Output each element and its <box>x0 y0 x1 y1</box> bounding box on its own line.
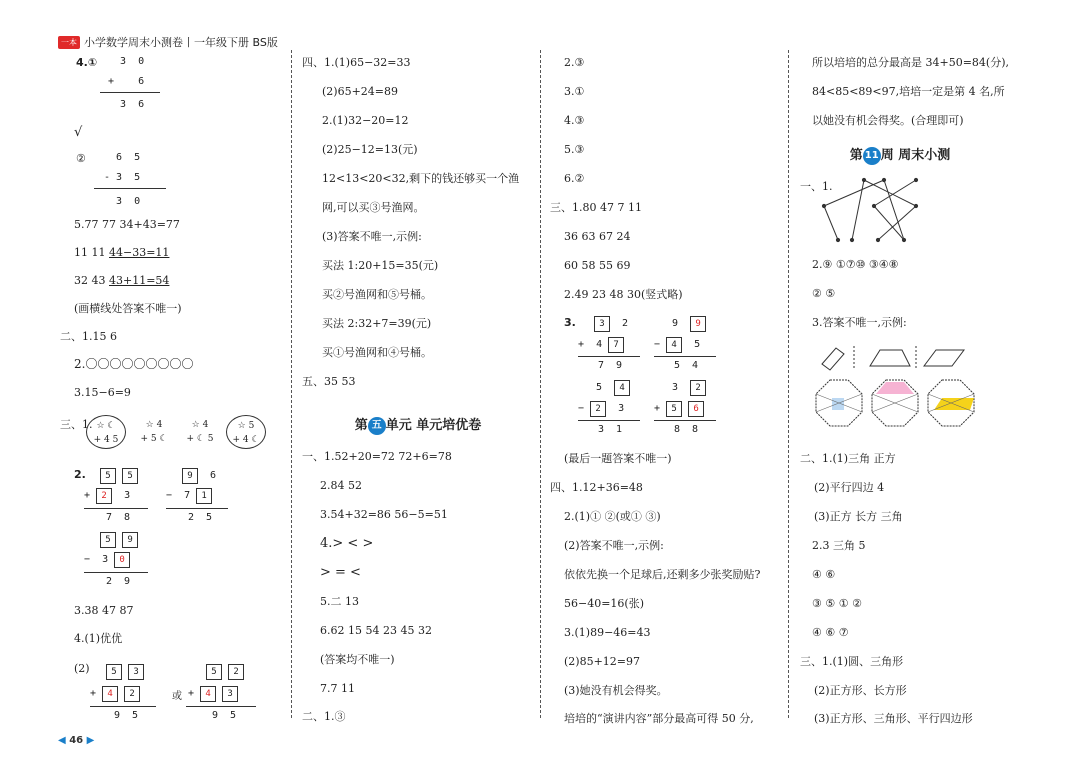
answer-line: 买②号渔网和⑤号桶。 <box>322 288 432 301</box>
page-footer <box>58 735 94 746</box>
symbol-card: ☆ 4 + 5 ☾ <box>140 420 168 444</box>
answer-line: 二、1.(1)三角 正方 <box>800 452 896 465</box>
answer-line: 三、1. <box>60 418 93 431</box>
unit-number-badge: 五 <box>368 417 386 435</box>
answer-line: ④ ⑥ <box>812 568 836 581</box>
answer-line: 四、1.12+36=48 <box>550 481 643 494</box>
answer-line: 6.62 15 54 23 45 32 <box>320 624 432 637</box>
answer-line: (2)正方形、长方形 <box>814 684 907 697</box>
answer-line: 三、1.(1)圆、三角形 <box>800 655 904 668</box>
answer-line: 买法 1:20+15=35(元) <box>322 259 439 272</box>
answer-line: 三、1.80 47 7 11 <box>550 201 642 214</box>
answer-line: 以她没有机会得奖。(合理即可) <box>812 114 964 127</box>
unit-title: 第 五 单元 单元培优卷 <box>354 418 482 433</box>
answer-line: 32 43 43+11=54 <box>74 274 170 287</box>
answer-line: 2.(1)① ②(或① ③) <box>564 510 661 523</box>
box-calc: 3 2 + 4 7 7 9 <box>578 316 644 376</box>
page-number: 46 <box>69 735 84 746</box>
answer-line: 2.⑨ ①⑦⑩ ③④⑧ <box>812 258 899 271</box>
answer-line: ② <box>76 152 86 165</box>
box-calc: 5 2 + 4 3 9 5 <box>186 664 266 724</box>
or-label: 或 <box>172 691 182 702</box>
answer-line: 四、1.(1)65−32=33 <box>302 56 411 69</box>
answer-line: 4.> < > <box>320 536 374 551</box>
answer-line: 4.(1)优优 <box>74 632 123 645</box>
answer-line: 培培的“演讲内容”部分最高可得 50 分, <box>564 712 754 725</box>
answer-line: (3)她没有机会得奖。 <box>564 684 668 697</box>
answer-line: 买法 2:32+7=39(元) <box>322 317 432 330</box>
vertical-calc: 3 0 + 6 3 6 <box>100 56 170 116</box>
header-title: 小学数学周末小测卷丨一年级下册 BS版 <box>84 36 278 49</box>
answer-line: 依依先换一个足球后,还剩多少张奖励贴? <box>564 568 761 581</box>
answer-line: (2)85+12=97 <box>564 655 641 668</box>
answer-line: 2.〇〇〇〇〇〇〇〇〇 <box>74 357 194 371</box>
answer-line: 36 63 67 24 <box>564 230 631 243</box>
answer-line: 11 11 44−33=11 <box>74 246 170 259</box>
answer-line: (2)平行四边 4 <box>814 481 885 494</box>
symbol-card: ☆ ☾ + 4 5 <box>86 415 126 449</box>
matching-lines-diagram <box>816 176 926 246</box>
answer-line: (3)正方 长方 三角 <box>814 510 903 523</box>
answer-line: ③ ⑤ ① ② <box>812 597 862 610</box>
answer-line: ④ ⑥ ⑦ <box>812 626 849 639</box>
answer-line: 84<85<89<97,培培一定是第 4 名,所 <box>812 85 1005 98</box>
box-calc: 5 3 + 4 2 9 5 <box>90 664 164 724</box>
answer-line: 5.③ <box>564 143 585 156</box>
answer-note: (答案均不唯一) <box>320 653 395 666</box>
column-divider <box>291 50 292 718</box>
answer-line: (2) <box>74 662 90 675</box>
answer-line: 买①号渔网和④号桶。 <box>322 346 432 359</box>
answer-line: 5.二 13 <box>320 595 359 608</box>
answer-line: (3)答案不唯一,示例: <box>322 230 422 243</box>
answer-line: 2.3 三角 5 <box>812 539 866 552</box>
answer-line: 3.(1)89−46=43 <box>564 626 651 639</box>
answer-line: (2)65+24=89 <box>322 85 399 98</box>
answer-note: (画横线处答案不唯一) <box>74 302 182 315</box>
answer-line: 5.77 77 34+43=77 <box>74 218 180 231</box>
answer-line: 2.③ <box>564 56 585 69</box>
answer-line: 二、1.③ <box>302 710 346 723</box>
shapes-diagram <box>814 338 984 428</box>
check-mark: √ <box>74 125 83 140</box>
answer-line: 3.答案不唯一,示例: <box>812 316 907 329</box>
prev-arrow-icon: ◀ <box>58 735 66 746</box>
answer-line: (2)25−12=13(元) <box>322 143 418 156</box>
answer-line: 60 58 55 69 <box>564 259 631 272</box>
answer-line: 网,可以买③号渔网。 <box>322 201 425 214</box>
answer-line: 4.③ <box>564 114 585 127</box>
answer-line: 一、1.52+20=72 72+6=78 <box>302 450 452 463</box>
answer-line: 3.15−6=9 <box>74 386 131 399</box>
answer-line: 五、35 53 <box>302 375 356 388</box>
answer-line: 2.49 23 48 30(竖式略) <box>564 288 683 301</box>
column-1 <box>60 48 285 743</box>
answer-line: 3.① <box>564 85 585 98</box>
answer-line: > = < <box>320 565 361 580</box>
column-divider <box>540 50 541 718</box>
symbol-card: ☆ 5 + 4 ☾ <box>226 415 266 449</box>
answer-line: 3. <box>564 316 576 329</box>
box-calc: 5 5 + 2 3 7 8 <box>84 468 154 528</box>
answer-line: 56−40=16(张) <box>564 597 645 610</box>
answer-note: (最后一题答案不唯一) <box>564 452 672 465</box>
next-arrow-icon: ▶ <box>86 735 95 746</box>
week-number-badge: 11 <box>863 147 881 165</box>
answer-line: (2)答案不唯一,示例: <box>564 539 664 552</box>
answer-line: 6.② <box>564 172 585 185</box>
column-3 <box>550 48 782 743</box>
box-calc: 5 9 − 3 0 2 9 <box>84 532 154 592</box>
box-calc: 9 6 − 7 1 2 5 <box>166 468 236 528</box>
answer-line: 2.84 52 <box>320 479 362 492</box>
answer-line: 2. <box>74 468 86 481</box>
answer-line: 2.(1)32−20=12 <box>322 114 409 127</box>
answer-line: ② ⑤ <box>812 287 836 300</box>
answer-line: 一、1. <box>800 180 833 193</box>
publisher-logo: 一本 <box>58 36 80 49</box>
answer-line: 所以培培的总分最高是 34+50=84(分), <box>812 56 1010 69</box>
answer-line: 4.① <box>76 56 98 69</box>
vertical-calc: 6 5 - 3 5 3 0 <box>94 152 174 212</box>
answer-line: 3.54+32=86 56−5=51 <box>320 508 448 521</box>
answer-line: (3)正方形、三角形、平行四边形 <box>814 712 973 725</box>
answer-line: 12<13<20<32,剩下的钱还够买一个渔 <box>322 172 520 185</box>
column-divider <box>788 50 789 718</box>
box-calc: 3 2 + 5 6 8 8 <box>654 380 720 440</box>
week-title: 第 11 周 周末小测 <box>849 148 951 163</box>
symbol-cards <box>86 412 285 452</box>
symbol-card: ☆ 4 + ☾ 5 <box>186 420 214 444</box>
column-4 <box>800 48 1040 743</box>
answer-line: 7.7 11 <box>320 682 355 695</box>
box-calc: 5 4 − 2 3 3 1 <box>578 380 644 440</box>
answer-line: 3.38 47 87 <box>74 604 134 617</box>
box-calc: 9 9 − 4 5 5 4 <box>654 316 720 376</box>
answer-line: 二、1.15 6 <box>60 330 117 343</box>
column-2 <box>302 48 534 743</box>
